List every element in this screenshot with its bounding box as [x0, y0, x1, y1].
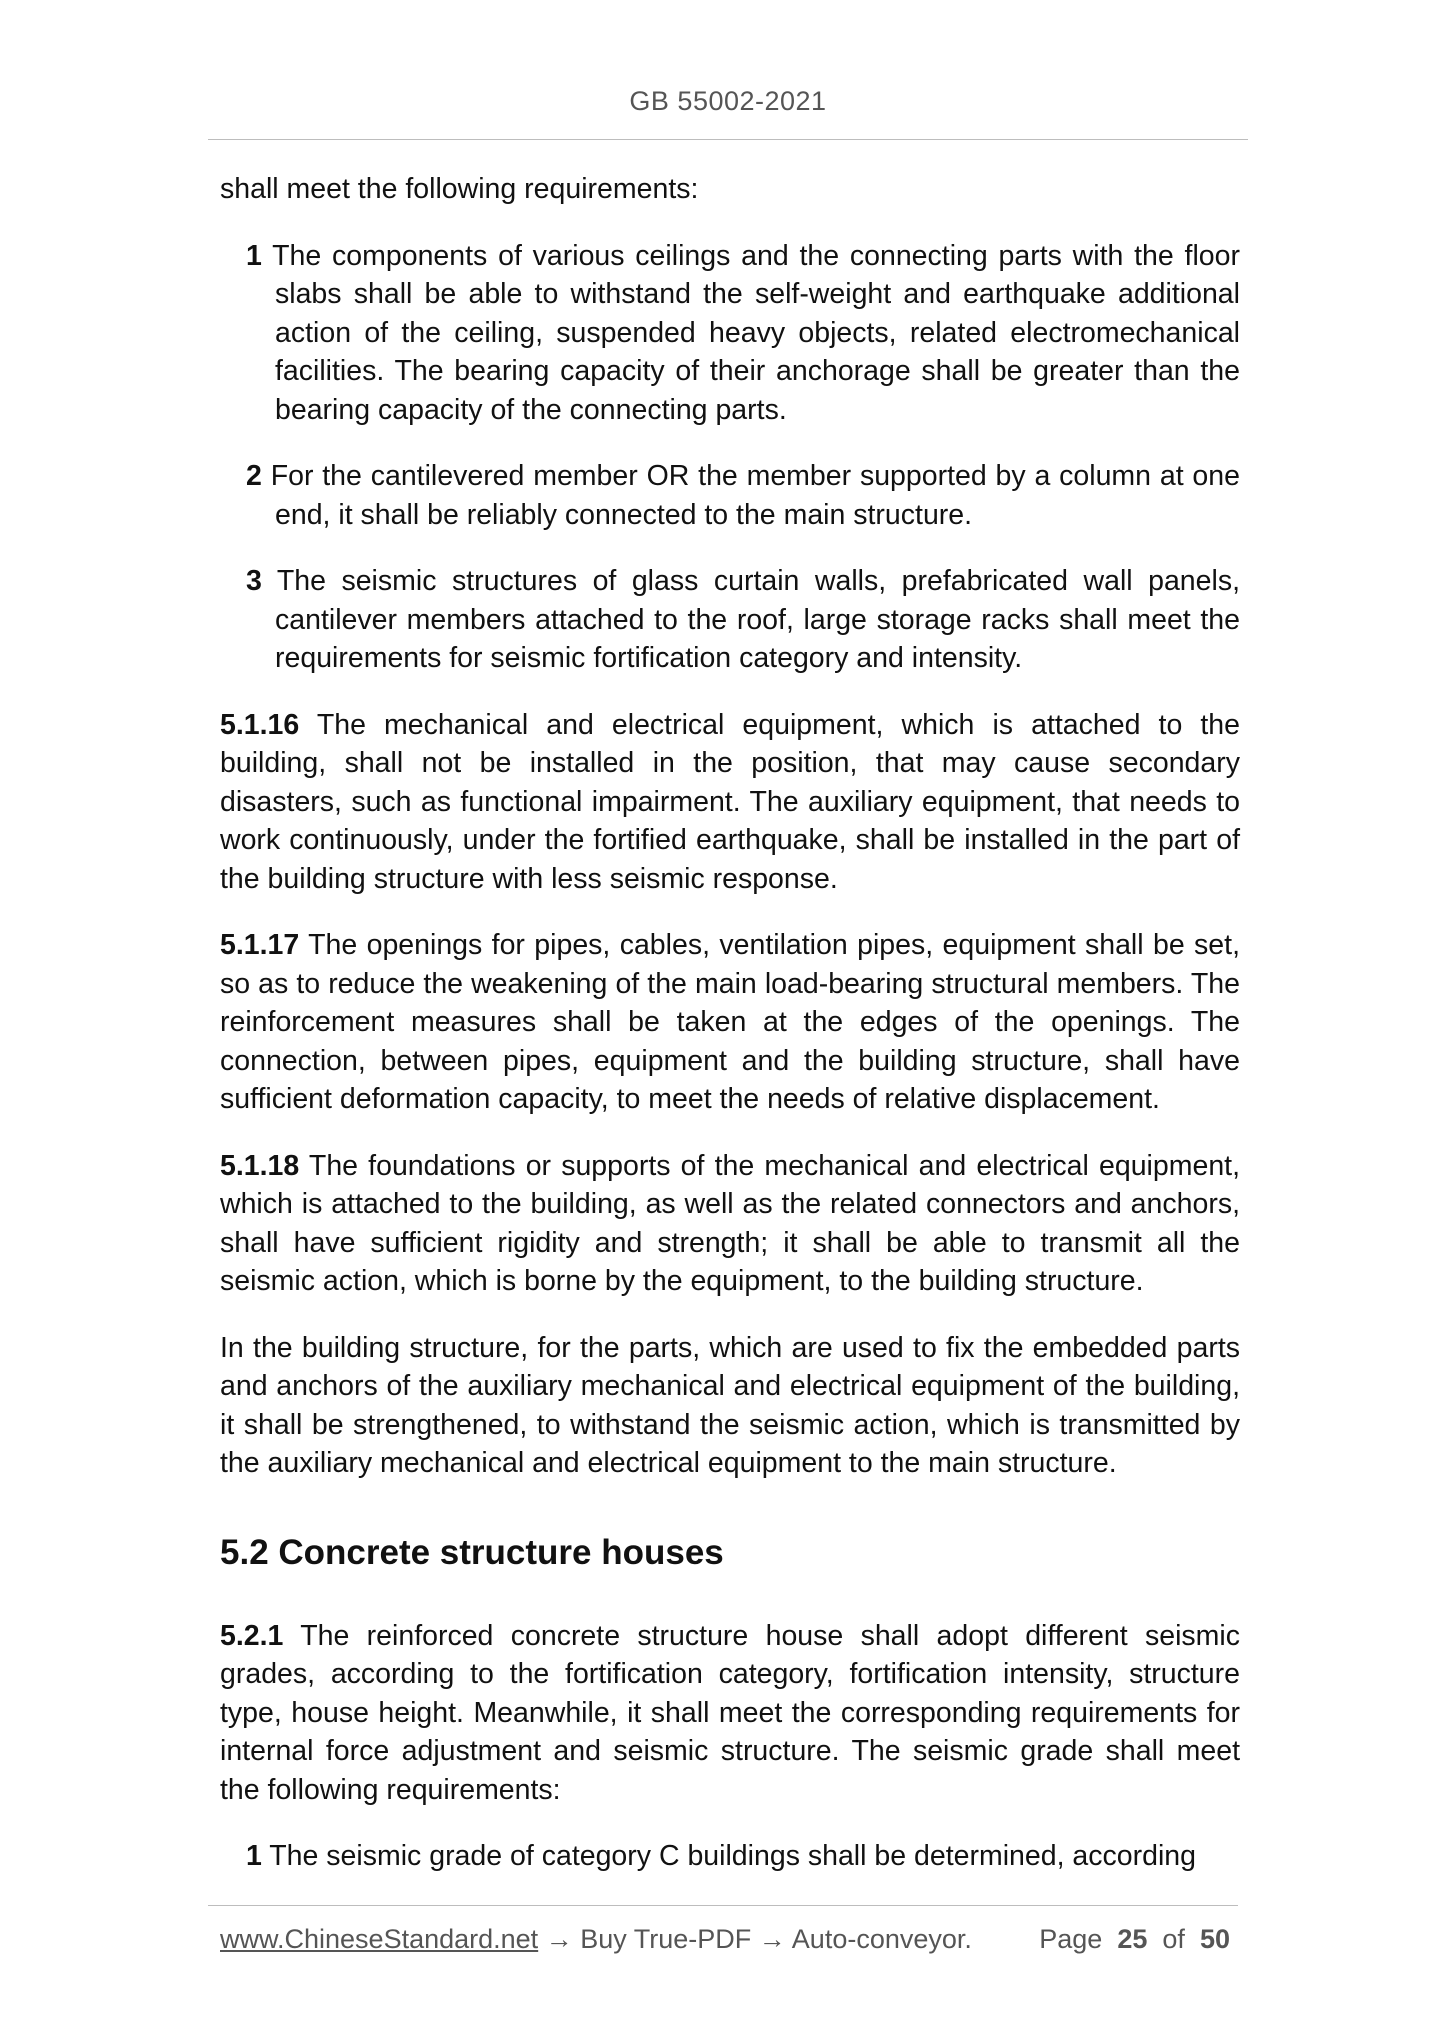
- document-body: [220, 170, 1240, 1876]
- auto-conveyor-text: Auto-conveyor.: [791, 1924, 972, 1954]
- list-item-number: 1: [246, 239, 262, 272]
- list-item-text: For the cantilevered member OR the member supported by a column at one end, it shall be reliably connected to the main structure.: [270, 460, 1240, 531]
- page-header: GB 55002-2021: [629, 86, 827, 116]
- body-paragraph: In the building structure, for the parts, which are used to fix the embedded parts and anchors of the auxiliary mechanical and electrical equipment of the building, it shall be strengthened, to withstand the seismic action, which is transmitted by the auxiliary mechanical and electrical equipment to the main structure.: [220, 1331, 1240, 1479]
- footer-promo: [220, 1924, 972, 1955]
- clause-text: The foundations or supports of the mechanical and electrical equipment, which is attached to the building, as well as the related connectors and anchors, shall have sufficient rigidity and strength; it shall be able to transmit all the seismic action, which is borne by the equipment, to the building structure.: [220, 1149, 1241, 1297]
- clause-5-1-18: [220, 1147, 1240, 1301]
- clause-5-2-1: [220, 1617, 1240, 1810]
- list-item-text: The seismic structures of glass curtain walls, prefabricated wall panels, cantilever members attached to the roof, large storage racks shall meet the requirements for seismic fortification category and intensity.: [275, 565, 1240, 674]
- of-label: of: [1162, 1924, 1185, 1954]
- list-item-number: 3: [246, 565, 262, 597]
- requirement-list: [220, 237, 1240, 678]
- arrow-right-icon: →: [545, 1924, 573, 1954]
- arrow-right-icon: →: [758, 1924, 786, 1954]
- clause-text: The reinforced concrete structure house shall adopt different seismic grades, according to the fortification category, fortification intensity, structure type, house height. Meanwhile, it shall meet the corresponding requirements for internal force adjustment and seismic structure. The seismic grade shall meet the following requirements:: [220, 1619, 1241, 1806]
- list-item-number: 1: [246, 1840, 262, 1872]
- list-item-text: The components of various ceilings and the connecting parts with the floor slabs shall be able to withstand the self-weight and earthquake additional action of the ceiling, suspended heavy objects, related electromechanical facilities. The bearing capacity of their anchorage shall be greater than the bearing capacity of the connecting parts.: [272, 239, 1240, 426]
- buy-true-pdf-text: Buy True-PDF: [580, 1924, 752, 1954]
- clause-number: 5.2.1: [220, 1619, 284, 1652]
- page-label: Page: [1039, 1924, 1103, 1954]
- clause-5-1-16: [220, 706, 1240, 899]
- page-number: 25: [1117, 1924, 1148, 1954]
- clause-number: 5.1.17: [220, 929, 300, 961]
- list-item: [246, 1837, 1240, 1876]
- website-link[interactable]: www.ChineseStandard.net: [220, 1924, 539, 1954]
- list-item-number: 2: [246, 460, 262, 492]
- list-item-text: The seismic grade of category C buildings shall be determined, according: [269, 1840, 1197, 1872]
- footer-divider: [208, 1905, 1238, 1906]
- page-indicator: [1039, 1924, 1230, 1955]
- list-item: [246, 562, 1240, 678]
- total-pages: 50: [1199, 1924, 1230, 1954]
- list-item: [246, 237, 1240, 430]
- clause-5-1-17: [220, 926, 1240, 1119]
- list-item: [246, 457, 1240, 534]
- clause-text: The mechanical and electrical equipment, which is attached to the building, shall not be installed in the position, that may cause secondary disasters, such as functional impairment. The auxiliary equipment, that needs to work continuously, under the fortified earthquake, shall be installed in the part of the building structure with less seismic response.: [220, 708, 1241, 895]
- clause-number: 5.1.16: [220, 708, 300, 741]
- header-divider: [208, 139, 1248, 140]
- clause-text: The openings for pipes, cables, ventilation pipes, equipment shall be set, so as to reduce the weakening of the main load-bearing structural members. The reinforcement measures shall be taken at the edges of the openings. The connection, between pipes, equipment and the building structure, shall have sufficient deformation capacity, to meet the needs of relative displacement.: [220, 929, 1240, 1115]
- clause-number: 5.1.18: [220, 1149, 300, 1182]
- intro-text: shall meet the following requirements:: [220, 173, 699, 205]
- section-heading: 5.2 Concrete structure houses: [220, 1532, 724, 1572]
